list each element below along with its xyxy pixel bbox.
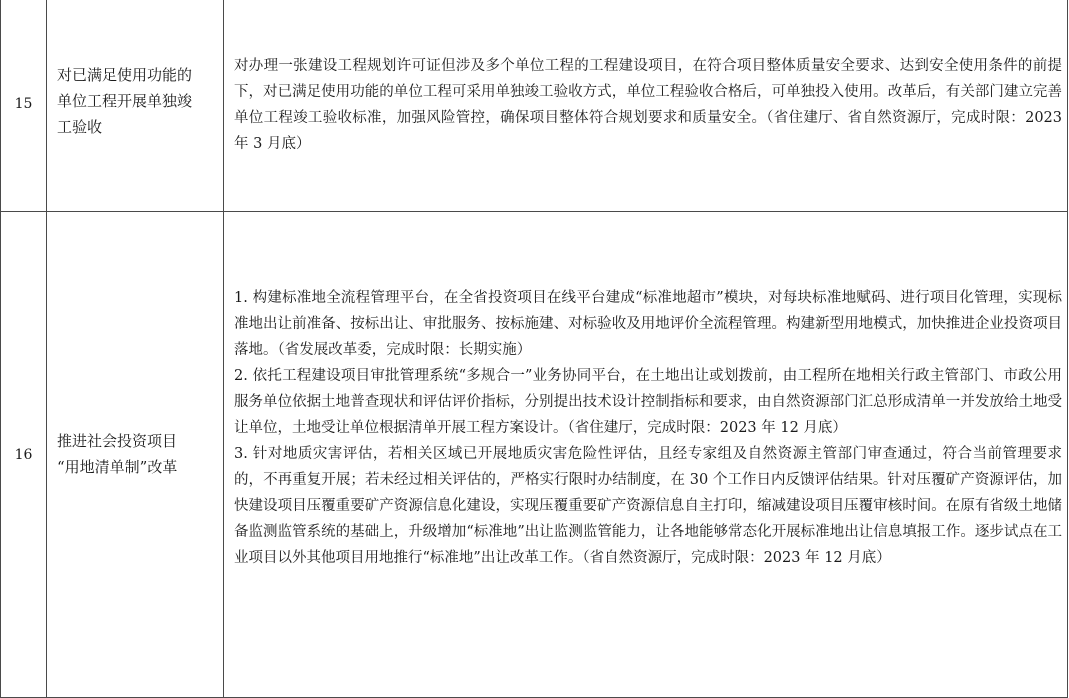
table-row — [0, 0, 1069, 212]
reform-title: 推进社会投资项目 “用地清单制”改革 — [57, 432, 178, 476]
description-paragraph: 对办理一张建设工程规划许可证但涉及多个单位工程的工程建设项目，在符合项目整体质量安全要求、达到安全使用条件的前提下，对已满足使用功能的单位工程可采用单独竣工验收方式，单位工程验收合格后，可单独投入使用。改革后，有关部门建立完善单位工程竣工验收标准，加强风险管控，确保项目整体符合规划要求和质量安全。（省住建厅、省自然资源厅，完成时限：2023 年 3 月底） — [234, 58, 1062, 152]
description-paragraph-1: 1. 构建标准地全流程管理平台，在全省投资项目在线平台建成“标准地超市”模块，对每块标准地赋码、进行项目化管理，实现标准地出让前准备、按标出让、审批服务、按标施建、对标验收及用地评价全流程管理。构建新型用地模式，加快推进企业投资项目落地。（省发展改革委，完成时限：长期实施） — [234, 290, 1062, 358]
reform-title-cell — [46, 212, 223, 698]
reform-description — [234, 53, 1062, 157]
description-paragraph-2: 2. 依托工程建设项目审批管理系统“多规合一”业务协同平台，在土地出让或划拨前，由工程所在地相关行政主管部门、市政公用服务单位依据土地普查现状和评估评价指标，分别提出技术设计控制指标和要求，由自然资源部门汇总形成清单一并发放给土地受让单位，土地受让单位根据清单开展工程方案设计。（省住建厅，完成时限：2023 年 12 月底） — [234, 368, 1062, 436]
row-number-cell — [0, 0, 46, 212]
reform-description-cell — [223, 212, 1068, 698]
row-number: 16 — [14, 447, 33, 463]
description-paragraph-3: 3. 针对地质灾害评估，若相关区域已开展地质灾害危险性评估，且经专家组及自然资源主管部门审查通过，符合当前管理要求的，不再重复开展；若未经过相关评估的，严格实行限时办结制度，在 30 个工作日内反馈评估结果。针对压覆矿产资源评估，加快建设项目压覆重要矿产资源信息化建设，实现压覆重要矿产资源信息自主打印，缩减建设项目压覆审核时间。在原有省级土地储备监测监管系统的基础上，升级增加“标准地”出让监测监管能力，让各地能够常态化开展标准地出让信息填报工作。逐步试点在工业项目以外其他项目用地推行“标准地”出让改革工作。（省自然资源厅，完成时限：2023 年 12 月底） — [234, 446, 1062, 566]
reform-description — [234, 285, 1062, 571]
row-number-cell — [0, 212, 46, 698]
reform-description-cell — [223, 0, 1068, 212]
row-number: 15 — [14, 96, 33, 112]
table-row — [0, 212, 1069, 698]
reform-title-cell — [46, 0, 223, 212]
reform-title: 对已满足使用功能的 单位工程开展单独竣 工验收 — [57, 66, 193, 136]
